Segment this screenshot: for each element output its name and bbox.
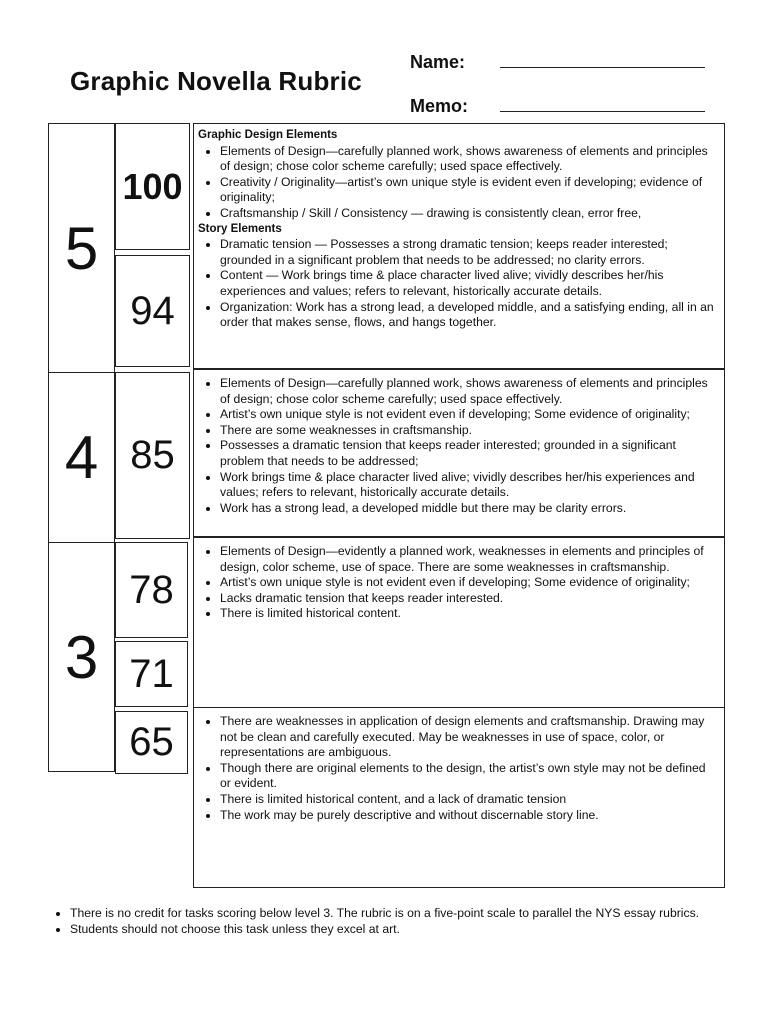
list-item: • Lacks dramatic tension that keeps reader interested.	[220, 591, 718, 607]
list-item: • Possesses a dramatic tension that keeps reader interested; grounded in a significant problem that needs to be addressed;	[220, 438, 718, 469]
section-heading: Graphic Design Elements	[198, 129, 338, 141]
list-item: • Work has a strong lead, a developed middle but there may be clarity errors.	[220, 501, 718, 517]
list-item: • Artist’s own unique style is not evident even if developing; Some evidence of originality;	[220, 407, 718, 423]
list-item: • There are some weaknesses in craftsmanship.	[220, 423, 718, 439]
list-item: • The work may be purely descriptive and without discernable story line.	[220, 808, 718, 824]
list-item: • There are weaknesses in application of design elements and craftsmanship. Drawing may not be clean and carefully executed. May be weaknesses in use of space, color, or representations are ambiguous.	[220, 714, 718, 761]
level-3-label: 3	[64, 623, 99, 691]
level-4-description	[193, 369, 725, 537]
memo-label: Memo:	[410, 96, 468, 116]
level-3-lower-description	[193, 707, 725, 888]
memo-field-line[interactable]	[500, 111, 705, 112]
list-item: • There is limited historical content, and a lack of dramatic tension	[220, 792, 718, 808]
list-item: • Work brings time & place character lived alive; vividly describes her/his experiences and values; refers to relevant, historically accurate details.	[220, 470, 718, 501]
level-5-label: 5	[64, 214, 99, 282]
level-4-box	[48, 372, 115, 543]
list-item: • Elements of Design—evidently a planned work, weaknesses in elements and principles of design, color scheme, use of space. There are some weaknesses in craftsmanship.	[220, 544, 718, 575]
list-item: • Craftsmanship / Skill / Consistency — drawing is consistently clean, error free,	[220, 206, 718, 222]
list-item: • Elements of Design—carefully planned work, shows awareness of elements and principles of design; chose color scheme carefully; used space effectively.	[220, 144, 718, 175]
score-85: 85	[130, 433, 175, 477]
name-label: Name:	[410, 52, 466, 72]
footer-note: • Students should not choose this task unless they excel at art.	[70, 922, 730, 938]
list-item: • Dramatic tension — Possesses a strong dramatic tension; keeps reader interested; grounded in a significant problem that needs to be addressed; no clarity errors.	[220, 237, 718, 268]
page-title: Graphic Novella Rubric	[70, 66, 362, 96]
level-3-box	[48, 542, 115, 772]
list-item: • Creativity / Originality—artist’s own unique style is evident even if developing; evidence of originality;	[220, 175, 718, 206]
list-item: • Artist’s own unique style is not evident even if developing; Some evidence of originality;	[220, 575, 718, 591]
footer-note: • There is no credit for tasks scoring below level 3. The rubric is on a five-point scale to parallel the NYS essay rubrics.	[70, 906, 730, 922]
list-item: • Organization: Work has a strong lead, a developed middle, and a satisfying ending, all in an order that makes sense, flows, and hangs together.	[220, 300, 718, 331]
score-71: 71	[129, 651, 174, 696]
score-65: 65	[129, 720, 174, 764]
score-78-box	[115, 542, 188, 638]
name-field-line[interactable]	[500, 67, 705, 68]
list-item: • Elements of Design—carefully planned work, shows awareness of elements and principles of design; chose color scheme carefully; used space effectively.	[220, 376, 718, 407]
score-78: 78	[129, 567, 174, 612]
level-5-box	[48, 123, 115, 373]
list-item: • There is limited historical content.	[220, 606, 718, 622]
score-94-box	[115, 255, 190, 367]
level-3-upper-description	[193, 537, 725, 708]
score-65-box	[115, 711, 188, 774]
score-85-box	[115, 372, 190, 539]
footer-notes	[50, 906, 730, 937]
score-100: 100	[122, 165, 183, 207]
list-item: • Though there are original elements to the design, the artist’s own style may not be defined or evident.	[220, 761, 718, 792]
score-71-box	[115, 641, 188, 707]
level-4-label: 4	[64, 424, 99, 491]
score-100-box	[115, 123, 190, 250]
level-5-description	[193, 123, 725, 369]
section-heading: Story Elements	[198, 222, 282, 235]
score-94: 94	[130, 288, 175, 333]
list-item: • Content — Work brings time & place character lived alive; vividly describes her/his experiences and values; refers to relevant, historically accurate details.	[220, 268, 718, 299]
